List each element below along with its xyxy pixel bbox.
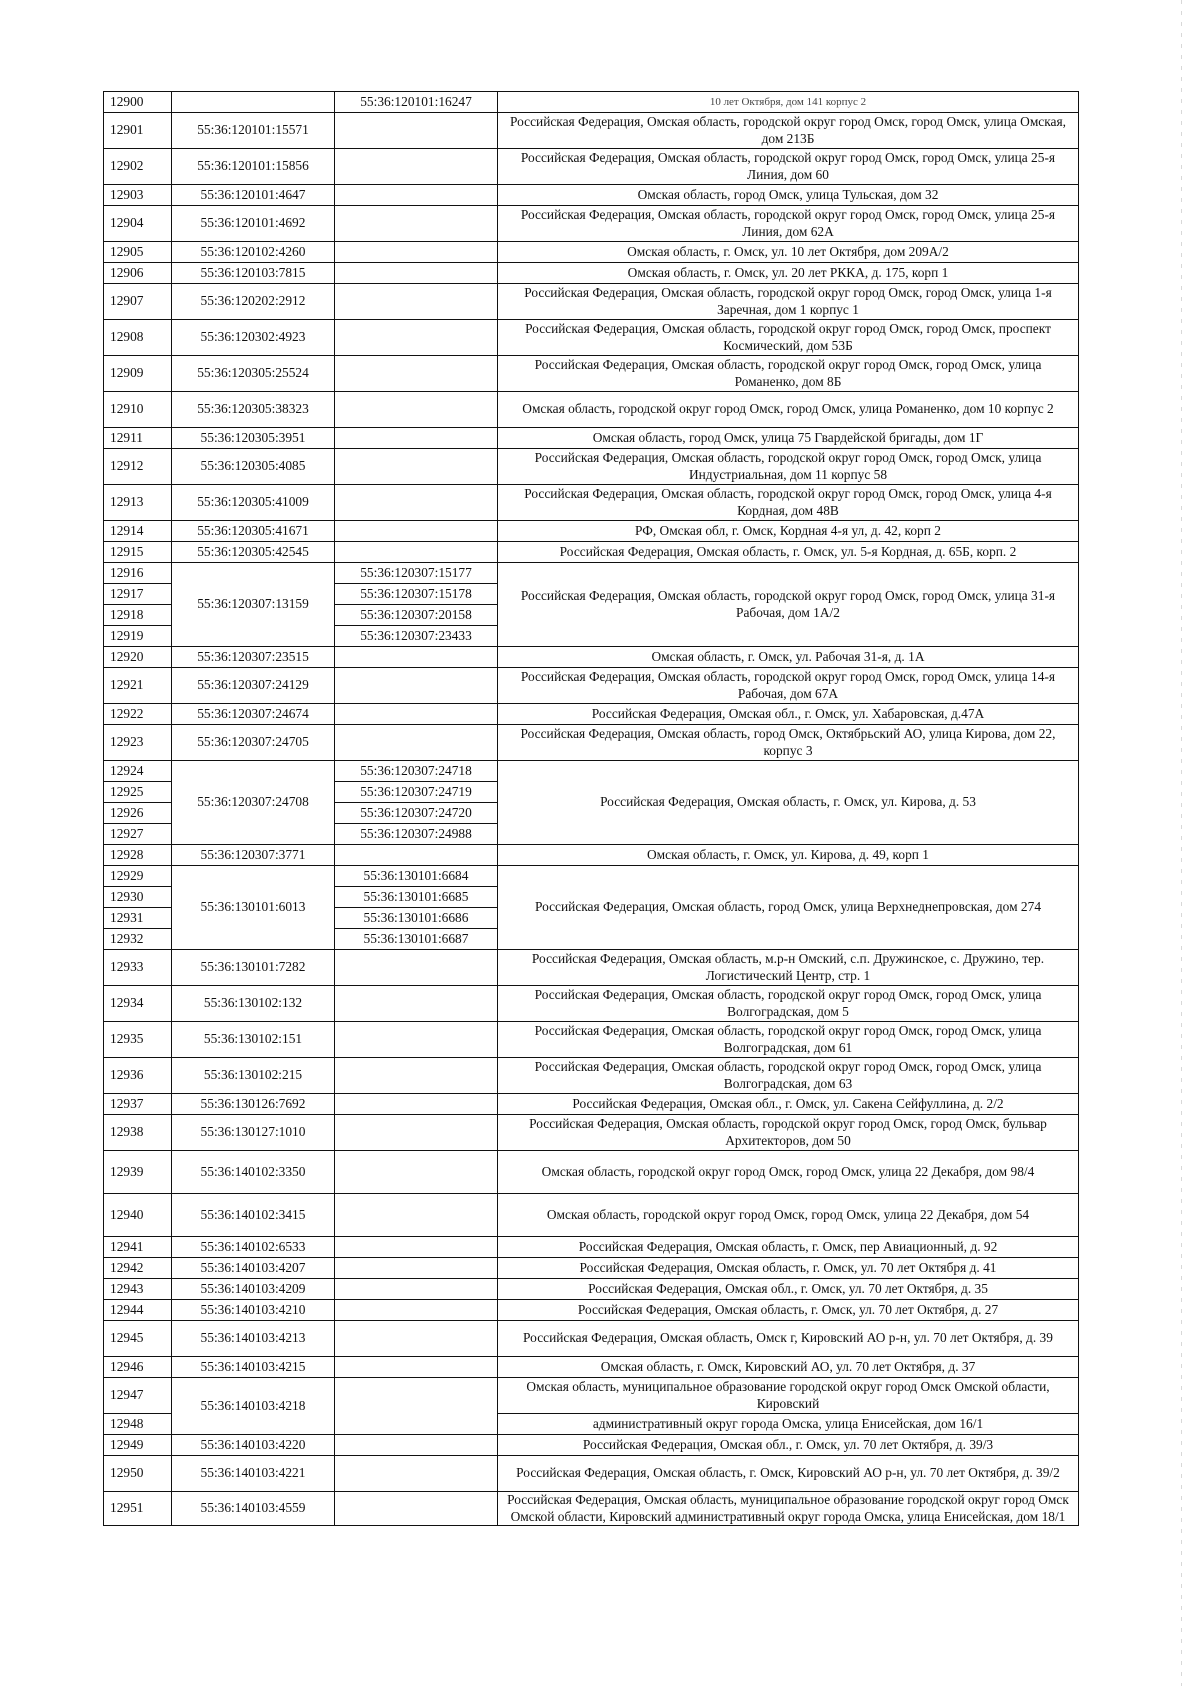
address: Российская Федерация, Омская область, городской округ город Омск, город Омск, улица 1-я Заречная, дом 1 корпус 1 bbox=[498, 284, 1079, 320]
address: Российская Федерация, Омская область, муниципальное образование городской округ город Омск Омской области, Кировский административный округ города Омска, улица Енисейская, дом 18/1 bbox=[498, 1492, 1079, 1526]
sub-cadastral-number bbox=[335, 263, 498, 284]
cadastral-number: 55:36:120102:4260 bbox=[172, 242, 335, 263]
row-number: 12950 bbox=[104, 1456, 172, 1492]
sub-cadastral-number bbox=[335, 1094, 498, 1115]
table-row bbox=[104, 1378, 1079, 1414]
row-number: 12926 bbox=[104, 803, 172, 824]
table-row bbox=[104, 320, 1079, 356]
address: Российская Федерация, Омская область, город Омск, улица Верхнеднепровская, дом 274 bbox=[498, 866, 1079, 950]
address: Российская Федерация, Омская область, городской округ город Омск, город Омск, проспект Космический, дом 53Б bbox=[498, 320, 1079, 356]
row-number: 12908 bbox=[104, 320, 172, 356]
address: Российская Федерация, Омская область, городской округ город Омск, город Омск, улица 25-я Линия, дом 60 bbox=[498, 149, 1079, 185]
row-number: 12932 bbox=[104, 929, 172, 950]
sub-cadastral-number: 55:36:120307:24718 bbox=[335, 761, 498, 782]
row-number: 12912 bbox=[104, 449, 172, 485]
table-row bbox=[104, 113, 1079, 149]
table-row bbox=[104, 1435, 1079, 1456]
scan-edge-marks bbox=[1181, 0, 1182, 1686]
address: Российская Федерация, Омская область, городской округ город Омск, город Омск, улица Волгоградская, дом 63 bbox=[498, 1058, 1079, 1094]
address: РФ, Омская обл, г. Омск, Кордная 4-я ул, д. 42, корп 2 bbox=[498, 521, 1079, 542]
sub-cadastral-number bbox=[335, 1279, 498, 1300]
row-number: 12924 bbox=[104, 761, 172, 782]
address: Российская Федерация, Омская область, г. Омск, ул. 5-я Кордная, д. 65Б, корп. 2 bbox=[498, 542, 1079, 563]
table-row bbox=[104, 1094, 1079, 1115]
sub-cadastral-number bbox=[335, 986, 498, 1022]
table-row bbox=[104, 845, 1079, 866]
cadastral-number: 55:36:140103:4209 bbox=[172, 1279, 335, 1300]
sub-cadastral-number: 55:36:120307:24988 bbox=[335, 824, 498, 845]
cadastral-number bbox=[172, 92, 335, 113]
address: Российская Федерация, Омская область, г. Омск, ул. 70 лет Октября д. 41 bbox=[498, 1258, 1079, 1279]
address: Омская область, г. Омск, ул. 10 лет Октября, дом 209А/2 bbox=[498, 242, 1079, 263]
sub-cadastral-number bbox=[335, 206, 498, 242]
address: Российская Федерация, Омская область, город Омск, Октябрьский АО, улица Кирова, дом 22, корпус 3 bbox=[498, 725, 1079, 761]
sub-cadastral-number bbox=[335, 845, 498, 866]
address: Российская Федерация, Омская область, городской округ город Омск, город Омск, улица Романенко, дом 8Б bbox=[498, 356, 1079, 392]
address: Российская Федерация, Омская область, городской округ город Омск, город Омск, улица Омская, дом 213Б bbox=[498, 113, 1079, 149]
sub-cadastral-number bbox=[335, 668, 498, 704]
sub-cadastral-number bbox=[335, 542, 498, 563]
table-row bbox=[104, 356, 1079, 392]
row-number: 12904 bbox=[104, 206, 172, 242]
row-number: 12949 bbox=[104, 1435, 172, 1456]
sub-cadastral-number bbox=[335, 449, 498, 485]
table-row bbox=[104, 1058, 1079, 1094]
cadastral-number: 55:36:130101:7282 bbox=[172, 950, 335, 986]
row-number: 12906 bbox=[104, 263, 172, 284]
cadastral-number: 55:36:120101:4647 bbox=[172, 185, 335, 206]
sub-cadastral-number bbox=[335, 1237, 498, 1258]
table-row bbox=[104, 185, 1079, 206]
cadastral-number: 55:36:120202:2912 bbox=[172, 284, 335, 320]
table-row bbox=[104, 1357, 1079, 1378]
table-row bbox=[104, 1194, 1079, 1237]
table-row bbox=[104, 1456, 1079, 1492]
row-number: 12913 bbox=[104, 485, 172, 521]
row-number: 12946 bbox=[104, 1357, 172, 1378]
sub-cadastral-number bbox=[335, 1435, 498, 1456]
row-number: 12944 bbox=[104, 1300, 172, 1321]
row-number: 12937 bbox=[104, 1094, 172, 1115]
row-number: 12917 bbox=[104, 584, 172, 605]
cadastral-number: 55:36:140103:4218 bbox=[172, 1378, 335, 1435]
row-number: 12920 bbox=[104, 647, 172, 668]
table-row bbox=[104, 1151, 1079, 1194]
row-number: 12916 bbox=[104, 563, 172, 584]
address: Омская область, г. Омск, ул. Кирова, д. 49, корп 1 bbox=[498, 845, 1079, 866]
sub-cadastral-number bbox=[335, 242, 498, 263]
row-number: 12915 bbox=[104, 542, 172, 563]
cadastral-number: 55:36:120103:7815 bbox=[172, 263, 335, 284]
row-number: 12942 bbox=[104, 1258, 172, 1279]
row-number: 12945 bbox=[104, 1321, 172, 1357]
address: Российская Федерация, Омская обл., г. Омск, ул. 70 лет Октября, д. 39/3 bbox=[498, 1435, 1079, 1456]
table-row bbox=[104, 668, 1079, 704]
table-row bbox=[104, 725, 1079, 761]
row-number: 12938 bbox=[104, 1115, 172, 1151]
table-row bbox=[104, 449, 1079, 485]
table-row bbox=[104, 1115, 1079, 1151]
table-row bbox=[104, 149, 1079, 185]
sub-cadastral-number bbox=[335, 950, 498, 986]
table-row bbox=[104, 1258, 1079, 1279]
table-row bbox=[104, 950, 1079, 986]
sub-cadastral-number bbox=[335, 1058, 498, 1094]
sub-cadastral-number bbox=[335, 1151, 498, 1194]
cadastral-number: 55:36:140103:4215 bbox=[172, 1357, 335, 1378]
sub-cadastral-number: 55:36:120307:24720 bbox=[335, 803, 498, 824]
table-row bbox=[104, 263, 1079, 284]
sub-cadastral-number: 55:36:130101:6684 bbox=[335, 866, 498, 887]
sub-cadastral-number bbox=[335, 1378, 498, 1435]
cadastral-number: 55:36:140102:3415 bbox=[172, 1194, 335, 1237]
sub-cadastral-number bbox=[335, 392, 498, 428]
row-number: 12910 bbox=[104, 392, 172, 428]
row-number: 12948 bbox=[104, 1414, 172, 1435]
cadastral-number: 55:36:120305:25524 bbox=[172, 356, 335, 392]
row-number: 12935 bbox=[104, 1022, 172, 1058]
cadastral-number: 55:36:120305:4085 bbox=[172, 449, 335, 485]
cadastral-number: 55:36:120307:24705 bbox=[172, 725, 335, 761]
row-number: 12918 bbox=[104, 605, 172, 626]
sub-cadastral-number bbox=[335, 185, 498, 206]
sub-cadastral-number bbox=[335, 113, 498, 149]
cadastral-number: 55:36:120305:41671 bbox=[172, 521, 335, 542]
sub-cadastral-number bbox=[335, 1115, 498, 1151]
cadastral-number: 55:36:120307:24674 bbox=[172, 704, 335, 725]
address: Российская Федерация, Омская область, городской округ город Омск, город Омск, улица Волгоградская, дом 5 bbox=[498, 986, 1079, 1022]
cadastral-number: 55:36:130102:132 bbox=[172, 986, 335, 1022]
cadastral-number: 55:36:130102:151 bbox=[172, 1022, 335, 1058]
row-number: 12933 bbox=[104, 950, 172, 986]
row-number: 12927 bbox=[104, 824, 172, 845]
table-row bbox=[104, 485, 1079, 521]
sub-cadastral-number: 55:36:130101:6686 bbox=[335, 908, 498, 929]
sub-cadastral-number bbox=[335, 1492, 498, 1526]
cadastral-number: 55:36:120307:23515 bbox=[172, 647, 335, 668]
row-number: 12905 bbox=[104, 242, 172, 263]
cadastral-number: 55:36:120307:3771 bbox=[172, 845, 335, 866]
sub-cadastral-number bbox=[335, 356, 498, 392]
table-row bbox=[104, 704, 1079, 725]
sub-cadastral-number: 55:36:120307:23433 bbox=[335, 626, 498, 647]
address: 10 лет Октября, дом 141 корпус 2 bbox=[498, 92, 1079, 113]
cadastral-number: 55:36:140102:6533 bbox=[172, 1237, 335, 1258]
cadastral-number: 55:36:140103:4221 bbox=[172, 1456, 335, 1492]
sub-cadastral-number: 55:36:120307:24719 bbox=[335, 782, 498, 803]
row-number: 12903 bbox=[104, 185, 172, 206]
cadastral-number: 55:36:120307:13159 bbox=[172, 563, 335, 647]
cadastral-number: 55:36:120101:15856 bbox=[172, 149, 335, 185]
sub-cadastral-number: 55:36:120101:16247 bbox=[335, 92, 498, 113]
table-row bbox=[104, 1022, 1079, 1058]
table-row bbox=[104, 866, 1079, 887]
table-row bbox=[104, 761, 1079, 782]
address: Омская область, г. Омск, ул. Рабочая 31-я, д. 1А bbox=[498, 647, 1079, 668]
row-number: 12929 bbox=[104, 866, 172, 887]
table-row bbox=[104, 647, 1079, 668]
row-number: 12919 bbox=[104, 626, 172, 647]
cadastral-number: 55:36:120305:42545 bbox=[172, 542, 335, 563]
row-number: 12901 bbox=[104, 113, 172, 149]
sub-cadastral-number bbox=[335, 1321, 498, 1357]
row-number: 12922 bbox=[104, 704, 172, 725]
sub-cadastral-number bbox=[335, 1456, 498, 1492]
row-number: 12939 bbox=[104, 1151, 172, 1194]
table-row bbox=[104, 1321, 1079, 1357]
row-number: 12921 bbox=[104, 668, 172, 704]
row-number: 12928 bbox=[104, 845, 172, 866]
table-row bbox=[104, 92, 1079, 113]
row-number: 12911 bbox=[104, 428, 172, 449]
table-row bbox=[104, 1237, 1079, 1258]
address: Российская Федерация, Омская область, г. Омск, ул. Кирова, д. 53 bbox=[498, 761, 1079, 845]
address: Российская Федерация, Омская область, г. Омск, Кировский АО р-н, ул. 70 лет Октября, д. 39/2 bbox=[498, 1456, 1079, 1492]
cadastral-number: 55:36:140103:4559 bbox=[172, 1492, 335, 1526]
sub-cadastral-number bbox=[335, 320, 498, 356]
cadastral-number: 55:36:140102:3350 bbox=[172, 1151, 335, 1194]
address: Российская Федерация, Омская область, г. Омск, пер Авиационный, д. 92 bbox=[498, 1237, 1079, 1258]
cadastral-number: 55:36:120307:24708 bbox=[172, 761, 335, 845]
sub-cadastral-number: 55:36:120307:15178 bbox=[335, 584, 498, 605]
row-number: 12931 bbox=[104, 908, 172, 929]
row-number: 12943 bbox=[104, 1279, 172, 1300]
table-row bbox=[104, 1300, 1079, 1321]
row-number: 12925 bbox=[104, 782, 172, 803]
row-number: 12900 bbox=[104, 92, 172, 113]
cadastral-number: 55:36:120305:41009 bbox=[172, 485, 335, 521]
sub-cadastral-number: 55:36:130101:6685 bbox=[335, 887, 498, 908]
row-number: 12936 bbox=[104, 1058, 172, 1094]
table-row bbox=[104, 242, 1079, 263]
address: Российская Федерация, Омская область, г. Омск, ул. 70 лет Октября, д. 27 bbox=[498, 1300, 1079, 1321]
cadastral-number: 55:36:130126:7692 bbox=[172, 1094, 335, 1115]
address: административный округ города Омска, улица Енисейская, дом 16/1 bbox=[498, 1414, 1079, 1435]
table-row bbox=[104, 206, 1079, 242]
cadastral-number: 55:36:130127:1010 bbox=[172, 1115, 335, 1151]
cadastral-number: 55:36:130102:215 bbox=[172, 1058, 335, 1094]
address: Омская область, г. Омск, ул. 20 лет РККА, д. 175, корп 1 bbox=[498, 263, 1079, 284]
table-row bbox=[104, 392, 1079, 428]
sub-cadastral-number: 55:36:120307:15177 bbox=[335, 563, 498, 584]
address: Омская область, муниципальное образование городской округ город Омск Омской области, Кировский bbox=[498, 1378, 1079, 1414]
row-number: 12909 bbox=[104, 356, 172, 392]
row-number: 12947 bbox=[104, 1378, 172, 1414]
row-number: 12941 bbox=[104, 1237, 172, 1258]
address: Российская Федерация, Омская область, городской округ город Омск, город Омск, улица 14-я Рабочая, дом 67А bbox=[498, 668, 1079, 704]
cadastral-number: 55:36:120302:4923 bbox=[172, 320, 335, 356]
table-row bbox=[104, 1279, 1079, 1300]
row-number: 12940 bbox=[104, 1194, 172, 1237]
address: Российская Федерация, Омская область, городской округ город Омск, город Омск, бульвар Архитекторов, дом 50 bbox=[498, 1115, 1079, 1151]
sub-cadastral-number bbox=[335, 521, 498, 542]
address: Российская Федерация, Омская область, Омск г, Кировский АО р-н, ул. 70 лет Октября, д. 39 bbox=[498, 1321, 1079, 1357]
address: Российская Федерация, Омская обл., г. Омск, ул. Сакена Сейфуллина, д. 2/2 bbox=[498, 1094, 1079, 1115]
cadastral-number: 55:36:140103:4213 bbox=[172, 1321, 335, 1357]
table-row bbox=[104, 521, 1079, 542]
address: Российская Федерация, Омская область, городской округ город Омск, город Омск, улица Волгоградская, дом 61 bbox=[498, 1022, 1079, 1058]
sub-cadastral-number bbox=[335, 725, 498, 761]
sub-cadastral-number: 55:36:120307:20158 bbox=[335, 605, 498, 626]
address: Омская область, город Омск, улица 75 Гвардейской бригады, дом 1Г bbox=[498, 428, 1079, 449]
address: Российская Федерация, Омская область, городской округ город Омск, город Омск, улица 4-я Кордная, дом 48В bbox=[498, 485, 1079, 521]
sub-cadastral-number bbox=[335, 485, 498, 521]
table-row bbox=[104, 428, 1079, 449]
sub-cadastral-number bbox=[335, 284, 498, 320]
table-row bbox=[104, 284, 1079, 320]
address: Российская Федерация, Омская обл., г. Омск, ул. Хабаровская, д.47А bbox=[498, 704, 1079, 725]
cadastral-number: 55:36:120307:24129 bbox=[172, 668, 335, 704]
registry-table bbox=[103, 91, 1079, 1526]
cadastral-number: 55:36:140103:4220 bbox=[172, 1435, 335, 1456]
address: Омская область, городской округ город Омск, город Омск, улица 22 Декабря, дом 54 bbox=[498, 1194, 1079, 1237]
sub-cadastral-number bbox=[335, 1022, 498, 1058]
sub-cadastral-number bbox=[335, 1357, 498, 1378]
row-number: 12907 bbox=[104, 284, 172, 320]
address: Российская Федерация, Омская область, м.р-н Омский, с.п. Дружинское, с. Дружино, тер. Логистический Центр, стр. 1 bbox=[498, 950, 1079, 986]
address: Омская область, город Омск, улица Тульская, дом 32 bbox=[498, 185, 1079, 206]
sub-cadastral-number bbox=[335, 1300, 498, 1321]
sub-cadastral-number bbox=[335, 428, 498, 449]
table-row bbox=[104, 1492, 1079, 1526]
cadastral-number: 55:36:120101:4692 bbox=[172, 206, 335, 242]
sub-cadastral-number bbox=[335, 647, 498, 668]
table-row bbox=[104, 563, 1079, 584]
address: Российская Федерация, Омская область, городской округ город Омск, город Омск, улица Индустриальная, дом 11 корпус 58 bbox=[498, 449, 1079, 485]
row-number: 12951 bbox=[104, 1492, 172, 1526]
cadastral-number: 55:36:120305:3951 bbox=[172, 428, 335, 449]
table-row bbox=[104, 986, 1079, 1022]
sub-cadastral-number bbox=[335, 1194, 498, 1237]
address: Российская Федерация, Омская обл., г. Омск, ул. 70 лет Октября, д. 35 bbox=[498, 1279, 1079, 1300]
address: Омская область, городской округ город Омск, город Омск, улица 22 Декабря, дом 98/4 bbox=[498, 1151, 1079, 1194]
row-number: 12914 bbox=[104, 521, 172, 542]
address: Омская область, г. Омск, Кировский АО, ул. 70 лет Октября, д. 37 bbox=[498, 1357, 1079, 1378]
sub-cadastral-number bbox=[335, 1258, 498, 1279]
sub-cadastral-number: 55:36:130101:6687 bbox=[335, 929, 498, 950]
address: Российская Федерация, Омская область, городской округ город Омск, город Омск, улица 31-я Рабочая, дом 1А/2 bbox=[498, 563, 1079, 647]
row-number: 12934 bbox=[104, 986, 172, 1022]
row-number: 12902 bbox=[104, 149, 172, 185]
row-number: 12930 bbox=[104, 887, 172, 908]
row-number: 12923 bbox=[104, 725, 172, 761]
sub-cadastral-number bbox=[335, 704, 498, 725]
cadastral-number: 55:36:120305:38323 bbox=[172, 392, 335, 428]
address: Российская Федерация, Омская область, городской округ город Омск, город Омск, улица 25-я Линия, дом 62А bbox=[498, 206, 1079, 242]
cadastral-number: 55:36:140103:4210 bbox=[172, 1300, 335, 1321]
cadastral-number: 55:36:130101:6013 bbox=[172, 866, 335, 950]
table-row bbox=[104, 542, 1079, 563]
cadastral-number: 55:36:120101:15571 bbox=[172, 113, 335, 149]
sub-cadastral-number bbox=[335, 149, 498, 185]
cadastral-number: 55:36:140103:4207 bbox=[172, 1258, 335, 1279]
address: Омская область, городской округ город Омск, город Омск, улица Романенко, дом 10 корпус 2 bbox=[498, 392, 1079, 428]
